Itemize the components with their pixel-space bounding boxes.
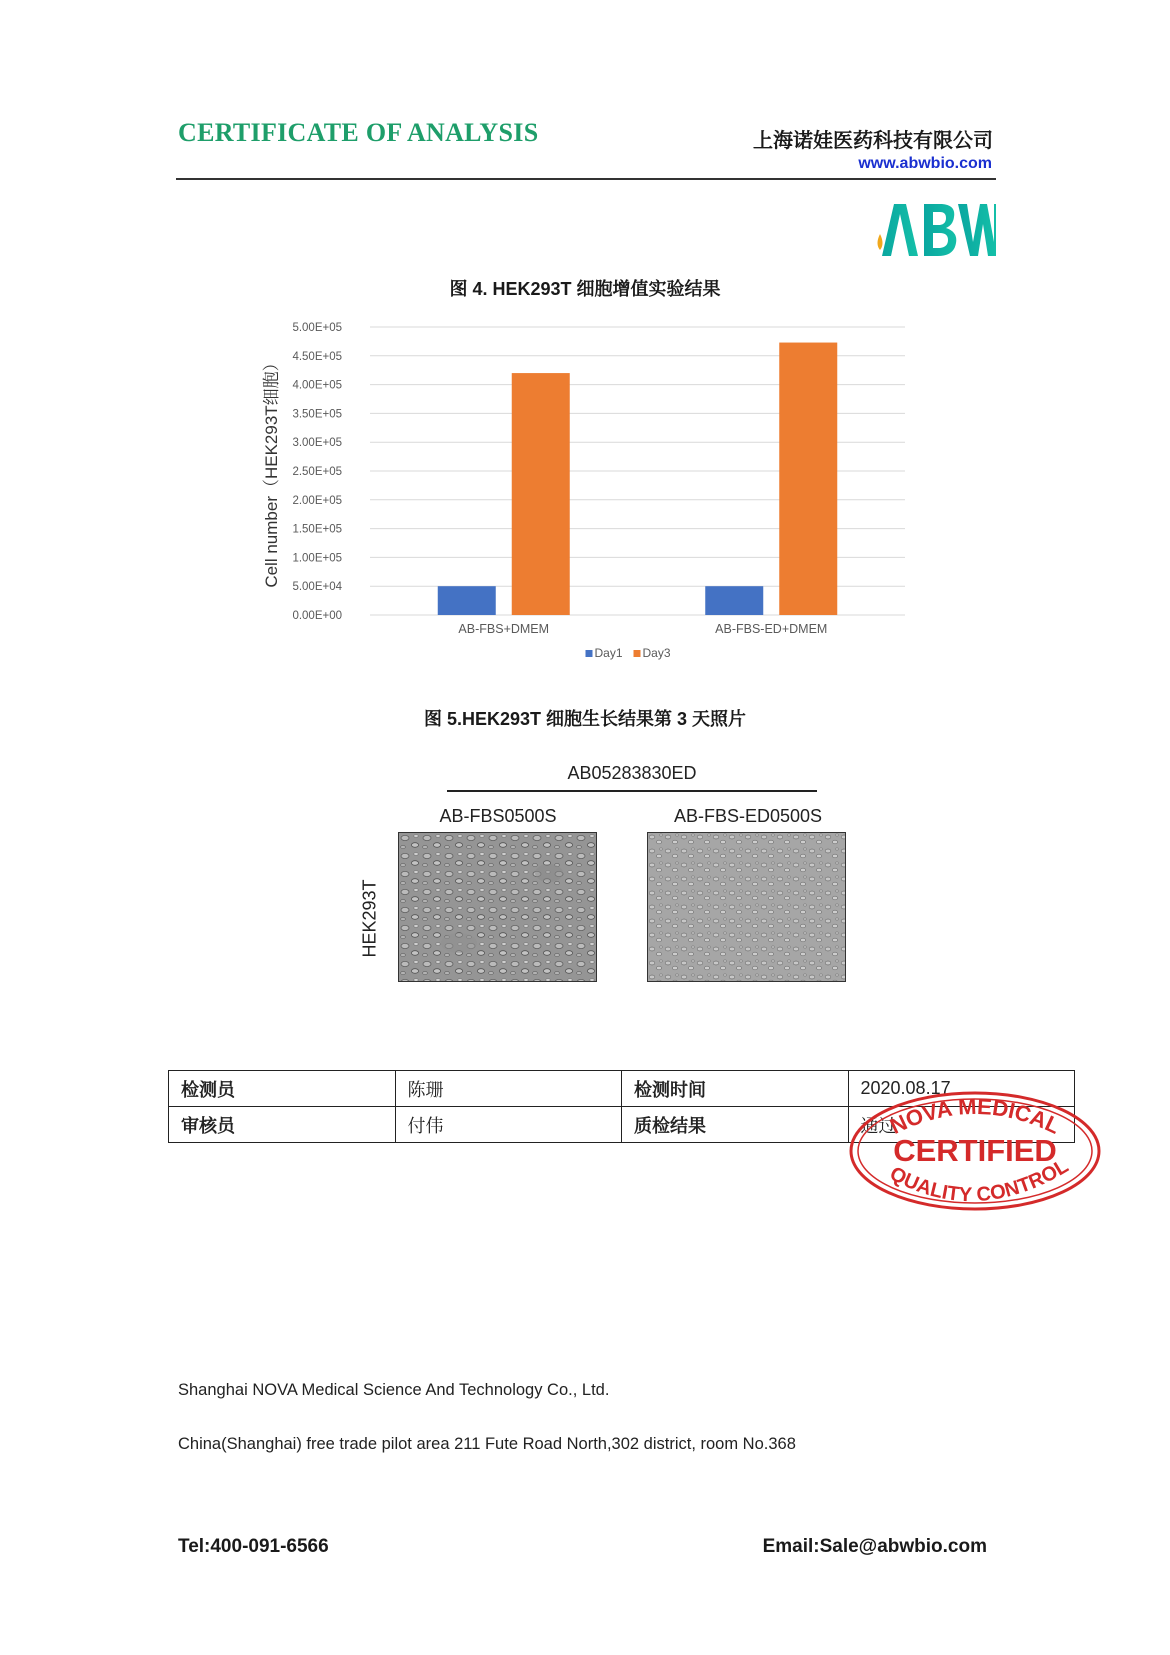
- bar-day1-1: [438, 586, 496, 615]
- figure4-title: 图 4. HEK293T 细胞增值实验结果: [449, 279, 721, 299]
- photo-row-label-wrap: [358, 880, 382, 960]
- lot-number: AB05283830ED: [567, 763, 697, 783]
- y-tick-label: 5.00E+04: [292, 581, 342, 594]
- test-date-value: 2020.08.17: [848, 1071, 1075, 1107]
- y-tick-label: 2.00E+05: [292, 494, 342, 507]
- micrograph-ab-fbs-ed: [647, 832, 846, 982]
- qc-result-value: 通过: [848, 1107, 1075, 1143]
- micrograph-ab-fbs-image: [399, 833, 596, 981]
- x-category-label: AB-FBS-ED+DMEM: [715, 622, 828, 636]
- cell-growth-chart: [260, 315, 920, 685]
- micrograph-ab-fbs-ed-image: [648, 833, 845, 981]
- y-tick-label: 5.00E+05: [292, 322, 342, 334]
- test-date-label: 检测时间: [622, 1071, 849, 1107]
- legend-label-day3: Day3: [642, 646, 671, 660]
- y-tick-label: 2.50E+05: [292, 466, 342, 478]
- legend-label-day1: Day1: [594, 646, 623, 660]
- photo-col1-label: AB-FBS0500S: [439, 806, 557, 826]
- y-tick-label: 0.00E+00: [292, 610, 342, 622]
- bar-day1-2: [705, 586, 763, 615]
- website-link[interactable]: www.abwbio.com: [858, 155, 992, 172]
- certified-stamp: [848, 1085, 1103, 1215]
- figure5-title: 图 5.HEK293T 细胞生长结果第 3 天照片: [423, 709, 747, 729]
- y-tick-label: 1.00E+05: [292, 552, 342, 565]
- qc-result-label: 质检结果: [622, 1107, 849, 1143]
- y-tick-label: 3.50E+05: [292, 408, 342, 421]
- abw-logo: [872, 198, 996, 260]
- reviewer-label: 审核员: [169, 1107, 396, 1143]
- contact-tel: Tel:400-091-6566: [178, 1536, 329, 1557]
- y-tick-label: 1.50E+05: [292, 523, 342, 536]
- bar-day3-1: [512, 373, 570, 615]
- company-address: China(Shanghai) free trade pilot area 211 Fute Road North,302 district, room No.368: [178, 1435, 796, 1453]
- company-name-cn: 上海诺娃医药科技有限公司: [753, 130, 993, 152]
- inspector-value: 陈珊: [395, 1071, 622, 1107]
- x-category-label: AB-FBS+DMEM: [458, 622, 550, 636]
- y-tick-label: 4.00E+05: [292, 379, 342, 392]
- document-title: CERTIFICATE OF ANALYSIS: [178, 118, 539, 147]
- y-tick-label: 3.00E+05: [292, 437, 342, 450]
- bar-day3-2: [779, 343, 837, 615]
- logo-text: ABW: [872, 198, 875, 199]
- stamp-center-text: CERTIFIED: [893, 1133, 1057, 1168]
- photo-row-label: HEK293T: [359, 879, 380, 958]
- micrograph-ab-fbs: [398, 832, 597, 982]
- company-name-en: Shanghai NOVA Medical Science And Technology Co., Ltd.: [178, 1381, 610, 1399]
- legend-swatch-day1: [586, 650, 593, 657]
- reviewer-value: 付伟: [395, 1107, 622, 1143]
- legend-swatch-day3: [634, 650, 641, 657]
- y-tick-label: 4.50E+05: [292, 350, 342, 363]
- photo-col2-label: AB-FBS-ED0500S: [673, 806, 823, 826]
- y-axis-label: Cell number（HEK293T细胞）: [262, 354, 281, 588]
- stamp-bottom-text: QUALITY CONTROL: [886, 1155, 1073, 1207]
- lot-underline: [447, 790, 817, 792]
- inspector-label: 检测员: [169, 1071, 396, 1107]
- contact-email[interactable]: Email:Sale@abwbio.com: [762, 1536, 987, 1557]
- stamp-top-text: NOVA MEDICAL: [886, 1093, 1065, 1139]
- header-divider: [176, 178, 996, 180]
